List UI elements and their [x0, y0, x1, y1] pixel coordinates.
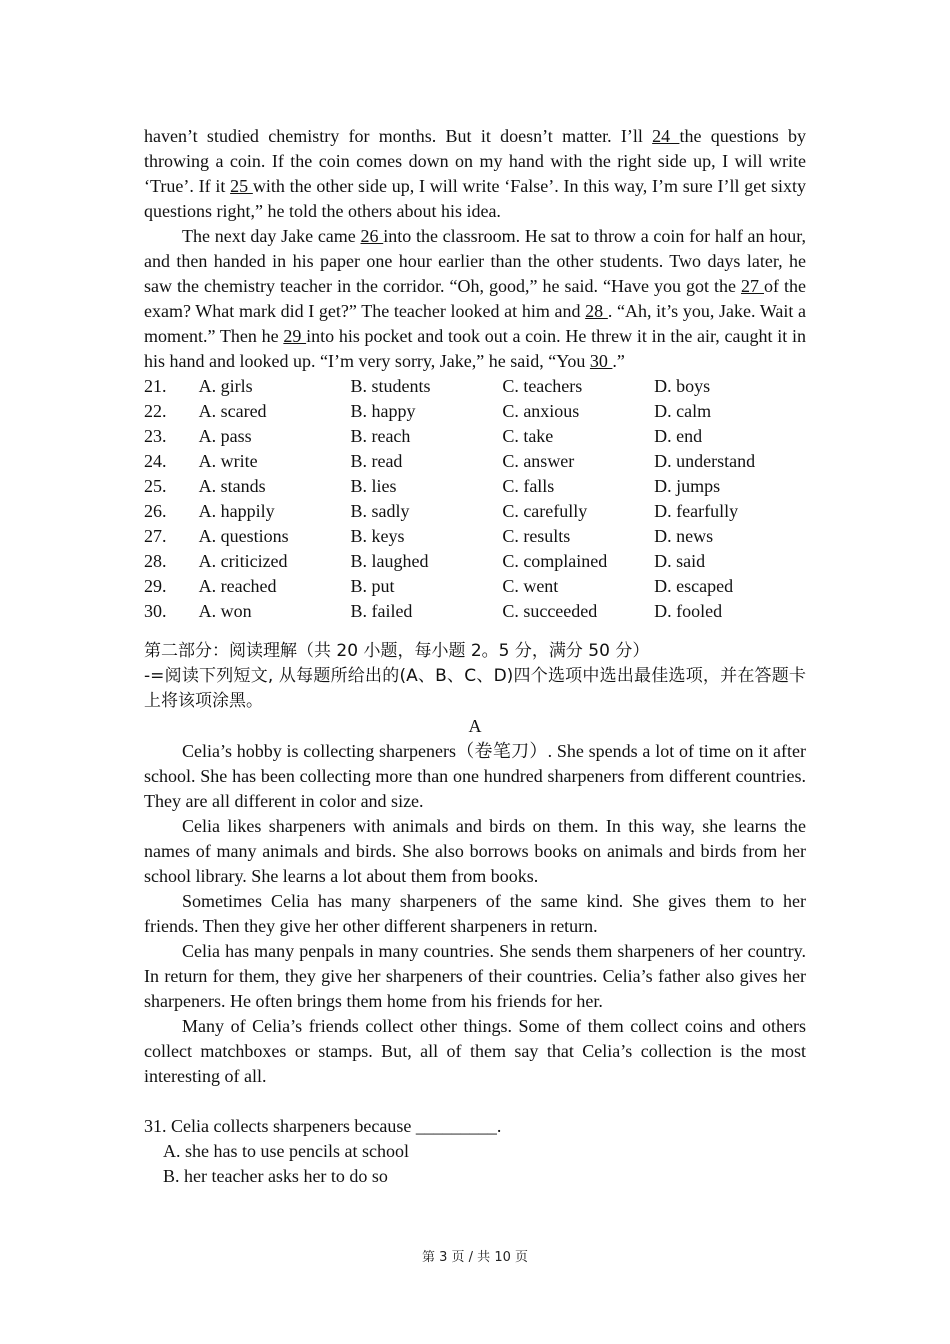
- option-c: C. falls: [502, 476, 555, 496]
- cloze-options-table: [144, 374, 806, 624]
- cloze-option-row: [144, 499, 806, 524]
- option-d: D. end: [654, 426, 703, 446]
- option-c: C. teachers: [502, 376, 583, 396]
- question-number: 22.: [144, 401, 167, 421]
- option-b: B. laughed: [350, 551, 429, 571]
- option-c: C. carefully: [502, 501, 588, 521]
- reading-paragraph-3: Sometimes Celia has many sharpeners of the same kind. She gives them to her friends. Then they give her other different sharpeners in return.: [144, 891, 806, 936]
- option-c: C. take: [502, 426, 554, 446]
- cloze-option-row: [144, 399, 806, 424]
- cloze-blank: 25: [230, 176, 253, 196]
- option-a: A. pass: [198, 426, 252, 446]
- cloze-blank: 29: [283, 326, 307, 346]
- text-segment: into the classroom. He sat to throw a coin for half an hour, and then handed in his paper one hour earlier than the other students. Two days later, he saw the chemistry teacher in the corridor. “Oh, good,” he said. “Have you got the: [144, 226, 807, 296]
- option-c: C. went: [502, 576, 559, 596]
- text-segment: the questions by throwing a coin. If the coin comes down on my hand with the right side up, I will write ‘True’. If it: [144, 126, 807, 196]
- cloze-option-row: [144, 474, 806, 499]
- option-b: B. lies: [350, 476, 397, 496]
- question-31-option-b: B. her teacher asks her to do so: [163, 1166, 388, 1186]
- option-b: B. keys: [350, 526, 405, 546]
- reading-paragraph-1: Celia’s hobby is collecting sharpeners（卷笔刀）. She spends a lot of time on it after school. She has been collecting more than one hundred sharpeners from different countries. They are all different in color and size.: [144, 741, 806, 811]
- cloze-blank: 28: [585, 301, 608, 321]
- option-b: B. read: [350, 451, 403, 471]
- cloze-blank: 24: [652, 126, 680, 146]
- option-a: A. write: [198, 451, 258, 471]
- option-b: B. students: [350, 376, 431, 396]
- text-segment: The next day Jake came: [182, 226, 361, 246]
- question-number: 28.: [144, 551, 167, 571]
- cloze-option-row: [144, 599, 806, 624]
- option-a: A. stands: [198, 476, 266, 496]
- passage-label: A: [468, 716, 482, 736]
- document-page: [144, 124, 806, 1189]
- question-number: 21.: [144, 376, 167, 396]
- cloze-blank: 26: [360, 226, 384, 246]
- option-d: D. news: [654, 526, 714, 546]
- passage-paragraph-2: [144, 224, 806, 374]
- option-a: A. questions: [198, 526, 289, 546]
- text-segment: into his pocket and took out a coin. He threw it in the air, caught it in his hand and looked up. “I’m very sorry, Jake,” he said, “You: [144, 326, 806, 371]
- option-d: D. fooled: [654, 601, 723, 621]
- cloze-option-row: [144, 574, 806, 599]
- option-a: A. scared: [198, 401, 267, 421]
- option-c: C. anxious: [502, 401, 580, 421]
- option-a: A. reached: [198, 576, 277, 596]
- cloze-option-row: [144, 524, 806, 549]
- cloze-option-row: [144, 424, 806, 449]
- question-number: 27.: [144, 526, 167, 546]
- option-b: B. failed: [350, 601, 413, 621]
- section-instruction: -=阅读下列短文, 从每题所给出的(A、B、C、D)四个选项中选出最佳选项，并在答题卡上将该项涂黑。: [144, 666, 806, 711]
- option-d: D. fearfully: [654, 501, 739, 521]
- question-number: 29.: [144, 576, 167, 596]
- question-number: 25.: [144, 476, 167, 496]
- option-a: A. won: [198, 601, 252, 621]
- reading-paragraph-4: Celia has many penpals in many countries. She sends them sharpeners of her country. In return for them, they give her sharpeners of their countries. Celia’s father also gives her sharpeners. He often brings them home from his friends for her.: [144, 941, 806, 1011]
- text-segment: . “Ah, it’s you, Jake. Wait a moment.” Then he: [144, 301, 807, 346]
- text-segment: with the other side up, I will write ‘False’. In this way, I’m sure I’ll get sixty questions right,” he told the others about his idea.: [144, 176, 806, 221]
- passage-paragraph-1: [144, 124, 806, 224]
- option-c: C. results: [502, 526, 571, 546]
- question-number: 30.: [144, 601, 167, 621]
- option-c: C. complained: [502, 551, 608, 571]
- cloze-blank: 30: [589, 351, 613, 371]
- option-b: B. reach: [350, 426, 411, 446]
- option-b: B. happy: [350, 401, 416, 421]
- question-31-option-a: A. she has to use pencils at school: [163, 1141, 409, 1161]
- option-b: B. sadly: [350, 501, 410, 521]
- question-31-stem: 31. Celia collects sharpeners because _________.: [144, 1116, 502, 1136]
- option-d: D. escaped: [654, 576, 734, 596]
- reading-paragraph-5: Many of Celia’s friends collect other things. Some of them collect coins and others collect matchboxes or stamps. But, all of them say that Celia’s collection is the most interesting of all.: [144, 1016, 806, 1086]
- cloze-option-row: [144, 549, 806, 574]
- cloze-blank: 27: [741, 276, 765, 296]
- option-a: A. girls: [198, 376, 253, 396]
- option-d: D. jumps: [654, 476, 721, 496]
- option-c: C. answer: [502, 451, 575, 471]
- question-number: 24.: [144, 451, 167, 471]
- page-footer: 第 3 页 / 共 10 页: [422, 1250, 528, 1265]
- section-heading: 第二部分：阅读理解（共 20 小题，每小题 2。5 分，满分 50 分）: [144, 641, 650, 661]
- reading-paragraph-2: Celia likes sharpeners with animals and birds on them. In this way, she learns the names of many animals and birds. She also borrows books on animals and birds from her school library. She learns a lot about them from books.: [144, 816, 806, 886]
- text-segment: haven’t studied chemistry for months. But it doesn’t matter. I’ll: [144, 126, 653, 146]
- question-number: 23.: [144, 426, 167, 446]
- option-d: D. boys: [654, 376, 711, 396]
- text-segment: of the exam? What mark did I get?” The teacher looked at him and: [144, 276, 807, 321]
- option-d: D. calm: [654, 401, 712, 421]
- option-d: D. said: [654, 551, 706, 571]
- option-a: A. criticized: [198, 551, 288, 571]
- option-c: C. succeeded: [502, 601, 598, 621]
- option-b: B. put: [350, 576, 395, 596]
- question-number: 26.: [144, 501, 167, 521]
- option-d: D. understand: [654, 451, 756, 471]
- option-a: A. happily: [198, 501, 275, 521]
- cloze-option-row: [144, 449, 806, 474]
- text-segment: .”: [612, 351, 625, 371]
- cloze-option-row: [144, 374, 806, 399]
